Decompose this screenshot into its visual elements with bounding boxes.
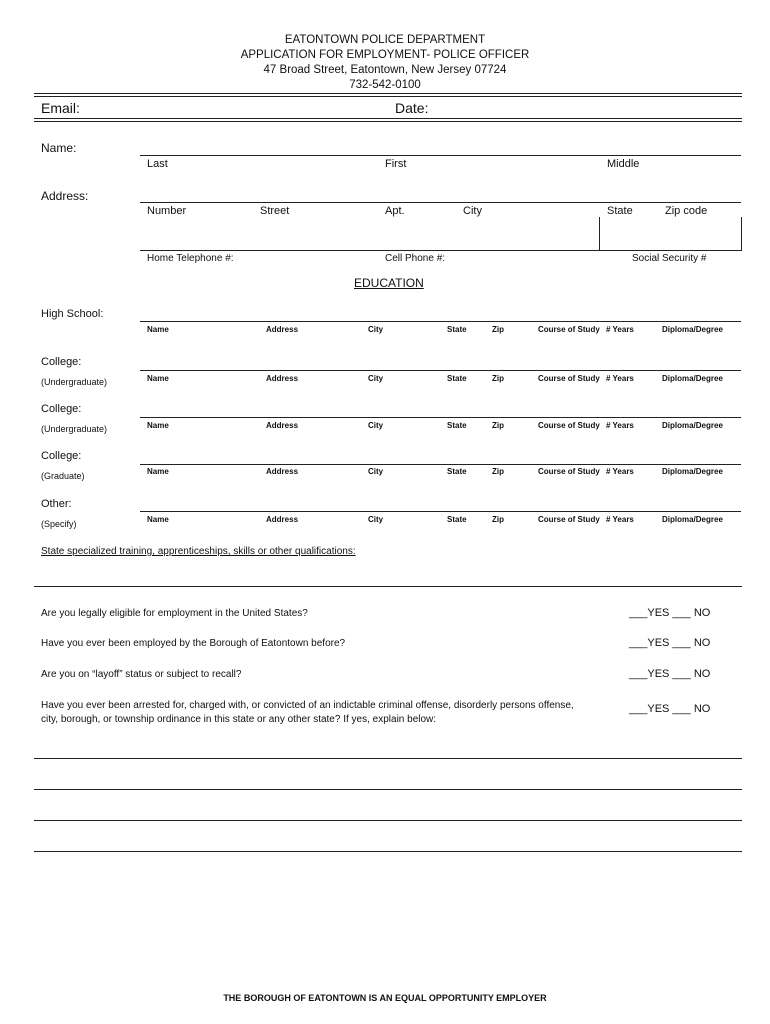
education-title: EDUCATION [354, 276, 424, 290]
home-phone-label: Home Telephone #: [147, 253, 234, 264]
edu-col-name: Name [147, 467, 169, 476]
email-rule-bottom [34, 121, 742, 122]
address-apt-label: Apt. [385, 205, 405, 217]
explain-line[interactable] [34, 789, 742, 790]
college-sublabel: (Undergraduate) [41, 424, 108, 434]
name-first-label: First [385, 158, 407, 170]
address-state-label: State [607, 205, 633, 217]
edu-col-address: Address [266, 515, 299, 524]
college-sublabel: (Undergraduate) [41, 377, 108, 387]
edu-col-state: State [447, 467, 467, 476]
edu-col-city: City [368, 325, 384, 334]
answer-eligible[interactable]: ___YES ___ NO [629, 607, 711, 619]
edu-col-address: Address [266, 421, 299, 430]
edu-col-name: Name [147, 374, 169, 383]
name-field-line[interactable] [140, 155, 741, 156]
training-answer-line[interactable] [34, 586, 742, 587]
cell-phone-label: Cell Phone #: [385, 253, 446, 264]
ssn-box-left [599, 217, 600, 250]
form-title: APPLICATION FOR EMPLOYMENT- POLICE OFFICER [240, 49, 530, 61]
edu-col-years: # Years [606, 467, 634, 476]
edu-col-years: # Years [606, 374, 634, 383]
footer-statement: THE BOROUGH OF EATONTOWN IS AN EQUAL OPPORTUNITY EMPLOYER [223, 993, 547, 1003]
question-arrested: Have you ever been arrested for, charged with, or convicted of an indictable criminal offense, disorderly persons offense, [41, 700, 574, 711]
header-rule-bottom [34, 96, 742, 97]
edu-col-name: Name [147, 515, 169, 524]
ssn-box-right [741, 217, 742, 250]
email-rule-top[interactable] [34, 118, 742, 119]
edu-col-years: # Years [606, 325, 634, 334]
edu-col-years: # Years [606, 515, 634, 524]
training-label: State specialized training, apprenticeships, skills or other qualifications: [41, 546, 356, 557]
address-label: Address: [41, 189, 89, 203]
edu-col-address: Address [266, 467, 299, 476]
college-graduate-sublabel: (Graduate) [41, 471, 85, 481]
edu-col-diploma: Diploma/Degree [662, 325, 723, 334]
department-phone: 732-542-0100 [349, 79, 421, 91]
edu-col-zip: Zip [492, 421, 504, 430]
address-number-label: Number [147, 205, 187, 217]
edu-col-course: Course of Study [538, 325, 600, 334]
edu-col-diploma: Diploma/Degree [662, 374, 723, 383]
college-graduate-field-line[interactable] [140, 464, 741, 465]
name-middle-label: Middle [607, 158, 640, 170]
phone-field-line[interactable] [140, 250, 742, 251]
high-school-label: High School: [41, 308, 104, 320]
other-sublabel: (Specify) [41, 519, 77, 529]
edu-col-city: City [368, 515, 384, 524]
answer-employed-before[interactable]: ___YES ___ NO [629, 637, 711, 649]
address-street-label: Street [260, 205, 290, 217]
edu-col-zip: Zip [492, 325, 504, 334]
edu-col-state: State [447, 325, 467, 334]
answer-arrested[interactable]: ___YES ___ NO [629, 703, 711, 715]
question-arrested-line2: city, borough, or township ordinance in this state or any other state? If yes, explain below: [41, 714, 437, 725]
other-label: Other: [41, 498, 72, 510]
edu-col-name: Name [147, 325, 169, 334]
edu-col-course: Course of Study [538, 374, 600, 383]
edu-col-address: Address [266, 325, 299, 334]
college-field-line[interactable] [140, 417, 741, 418]
edu-col-course: Course of Study [538, 421, 600, 430]
department-address: 47 Broad Street, Eatontown, New Jersey 07724 [263, 64, 507, 76]
edu-col-zip: Zip [492, 515, 504, 524]
name-last-label: Last [147, 158, 168, 170]
college-label: College: [41, 403, 82, 415]
edu-col-state: State [447, 515, 467, 524]
explain-line[interactable] [34, 820, 742, 821]
question-layoff: Are you on “layoff” status or subject to recall? [41, 669, 242, 680]
college-graduate-label: College: [41, 450, 82, 462]
edu-col-years: # Years [606, 421, 634, 430]
address-field-line[interactable] [140, 202, 741, 203]
edu-col-address: Address [266, 374, 299, 383]
edu-col-diploma: Diploma/Degree [662, 467, 723, 476]
address-zip-label: Zip code [665, 205, 708, 217]
edu-col-state: State [447, 421, 467, 430]
edu-col-city: City [368, 374, 384, 383]
name-label: Name: [41, 141, 77, 155]
question-eligible: Are you legally eligible for employment in the United States? [41, 608, 308, 619]
edu-col-city: City [368, 421, 384, 430]
question-employed-before: Have you ever been employed by the Borough of Eatontown before? [41, 638, 346, 649]
edu-col-city: City [368, 467, 384, 476]
edu-col-course: Course of Study [538, 467, 600, 476]
other-field-line[interactable] [140, 511, 741, 512]
address-city-label: City [463, 205, 482, 217]
department-name: EATONTOWN POLICE DEPARTMENT [284, 34, 486, 46]
edu-col-diploma: Diploma/Degree [662, 515, 723, 524]
explain-line[interactable] [34, 758, 742, 759]
header-rule-top [34, 93, 742, 94]
date-label: Date: [395, 100, 429, 116]
edu-col-zip: Zip [492, 374, 504, 383]
college-label: College: [41, 356, 82, 368]
ssn-label: Social Security # [632, 253, 707, 264]
edu-col-course: Course of Study [538, 515, 600, 524]
edu-col-diploma: Diploma/Degree [662, 421, 723, 430]
high-school-field-line[interactable] [140, 321, 741, 322]
college-field-line[interactable] [140, 370, 741, 371]
answer-layoff[interactable]: ___YES ___ NO [629, 668, 711, 680]
edu-col-zip: Zip [492, 467, 504, 476]
edu-col-name: Name [147, 421, 169, 430]
email-label: Email: [41, 100, 80, 116]
explain-line[interactable] [34, 851, 742, 852]
edu-col-state: State [447, 374, 467, 383]
